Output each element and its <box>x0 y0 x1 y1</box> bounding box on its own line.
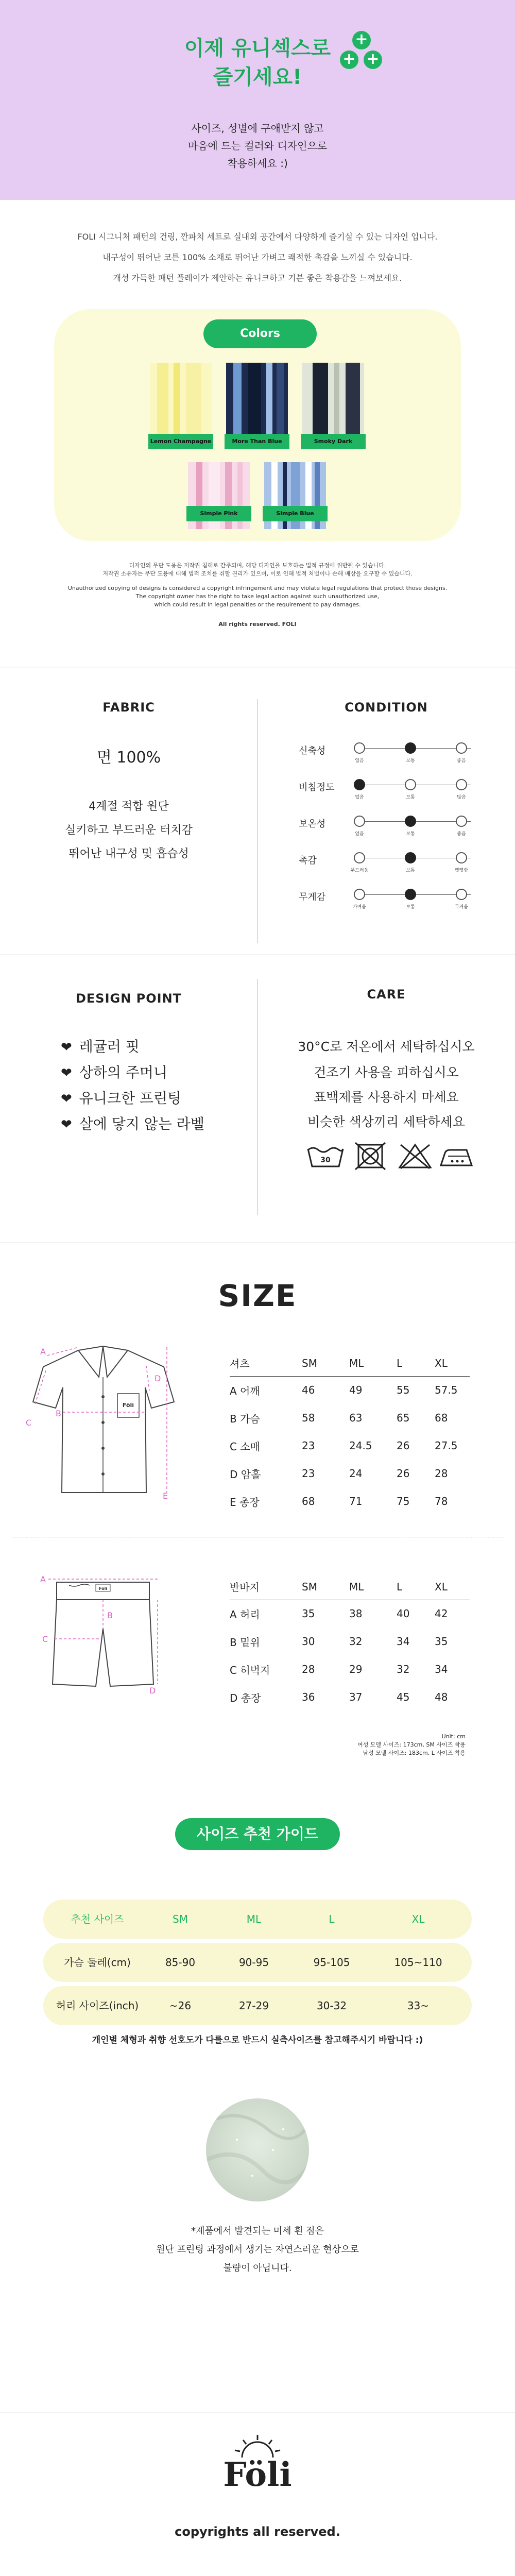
condition-dot <box>354 889 365 900</box>
condition-option-label: 좋음 <box>457 832 466 837</box>
table-cell: 24 <box>349 1467 363 1480</box>
svg-text:A: A <box>40 1574 46 1584</box>
size-guide-cell: 30-32 <box>316 1999 347 2012</box>
table-cell: 46 <box>302 1384 315 1397</box>
shorts-tag: Föli <box>98 1586 108 1591</box>
table-row <box>230 1404 470 1432</box>
svg-text:A: A <box>40 1347 46 1357</box>
plus-icon-group <box>340 31 381 72</box>
table-cell: 57.5 <box>435 1384 458 1397</box>
fabric-title: FABRIC <box>102 700 155 715</box>
fabric-note: *제품에서 발견되는 미세 흰 점은 원단 프린팅 과정에서 생기는 자연스러운 현상으로 불량이 아닙니다. <box>156 2226 359 2274</box>
condition-label: 신축성 <box>299 745 326 756</box>
table-cell: 34 <box>435 1663 448 1675</box>
table-header-cell: 셔츠 <box>230 1350 302 1376</box>
shirt-diagram <box>16 1340 181 1500</box>
design-point-item: ❤ 레귤러 핏 <box>61 1037 140 1058</box>
swatch-simple-pink <box>188 456 250 535</box>
condition-option-label: 많음 <box>457 795 466 800</box>
condition-option-label: 보통 <box>406 868 415 873</box>
size-guide-cell: 33~ <box>407 1999 430 2012</box>
table-row <box>230 1655 470 1683</box>
table-header-cell: ML <box>349 1574 397 1600</box>
condition-dot <box>405 816 416 827</box>
condition-dot <box>354 779 365 790</box>
table-row <box>230 1376 470 1404</box>
design-point-title: DESIGN POINT <box>75 991 182 1006</box>
condition-label: 촉감 <box>299 855 317 866</box>
table-header-cell: XL <box>435 1574 470 1600</box>
condition-option-label: 없음 <box>355 758 364 764</box>
condition-option-label: 없음 <box>355 832 364 837</box>
table-cell: 58 <box>302 1412 315 1424</box>
fabric-closeup-image <box>206 2098 309 2201</box>
swatch-simple-blue <box>264 456 326 535</box>
size-guide-note: 개인별 체형과 취향 선호도가 다를으로 반드시 실측사이즈를 참고해주시기 바랍니다 :) <box>92 2035 423 2045</box>
table-cell: 38 <box>349 1607 363 1620</box>
table-cell: D 암홀 <box>230 1468 261 1481</box>
condition-dot <box>456 852 467 863</box>
svg-text:C: C <box>42 1634 48 1644</box>
swatch-label: Simple Pink <box>186 506 251 521</box>
condition-row <box>299 846 494 877</box>
care-instruction: 30°C로 저온에서 세탁하십시오 <box>298 1039 475 1054</box>
size-guide-section <box>0 1892 515 2413</box>
shirt-size-table <box>230 1350 470 1515</box>
fabric-main: 면 100% <box>96 749 161 767</box>
table-header-cell: ML <box>349 1350 397 1376</box>
condition-dot <box>405 889 416 900</box>
size-guide-cell: 95-105 <box>313 1956 350 1969</box>
size-title: SIZE <box>218 1278 297 1313</box>
table-header-cell: SM <box>302 1574 349 1600</box>
footer <box>0 2413 515 2576</box>
no-tumble-dry-icon <box>350 1141 391 1172</box>
plus-icon: + <box>364 50 382 69</box>
table-cell: 68 <box>435 1412 448 1424</box>
table-cell: B 가슴 <box>230 1412 260 1425</box>
table-header-cell: SM <box>302 1350 349 1376</box>
table-cell: 37 <box>349 1691 363 1703</box>
table-cell: 45 <box>397 1691 410 1703</box>
condition-option-label: 무거움 <box>454 905 469 910</box>
table-cell: 55 <box>397 1384 410 1397</box>
design-point-item: ❤ 상하의 주머니 <box>61 1062 167 1083</box>
svg-text:B: B <box>56 1409 61 1418</box>
table-cell: 34 <box>397 1635 410 1648</box>
table-cell: 26 <box>397 1439 410 1452</box>
shorts-diagram <box>38 1567 162 1696</box>
table-cell: 49 <box>349 1384 363 1397</box>
care-instruction: 표백제를 사용하지 마세요 <box>314 1090 459 1105</box>
hero-subtitle: 사이즈, 성별에 구애받지 않고 마음에 드는 컬러와 디자인으로 착용하세요 :) <box>187 122 328 170</box>
table-row <box>230 1600 470 1628</box>
table-row <box>230 1683 470 1711</box>
design-point-item: ❤ 살에 닿지 않는 라벨 <box>61 1114 204 1135</box>
table-cell: E 총장 <box>230 1496 260 1509</box>
table-cell: 24.5 <box>349 1439 372 1452</box>
condition-row <box>299 883 494 913</box>
table-cell: 23 <box>302 1439 315 1452</box>
size-guide-cell: ~26 <box>169 1999 192 2012</box>
svg-text:D: D <box>149 1686 156 1696</box>
table-row <box>230 1487 470 1515</box>
condition-dot <box>456 889 467 900</box>
table-cell: 23 <box>302 1467 315 1480</box>
condition-option-label: 없음 <box>355 795 364 800</box>
condition-dot <box>354 816 365 827</box>
condition-option-label: 뻣뻣함 <box>454 868 469 873</box>
svg-text:30: 30 <box>320 1156 331 1164</box>
size-guide-cell: ML <box>246 1913 262 1925</box>
brand-logo: Föli <box>223 2455 292 2494</box>
table-row <box>230 1432 470 1460</box>
table-cell: 63 <box>349 1412 363 1424</box>
table-cell: 48 <box>435 1691 448 1703</box>
table-cell: 29 <box>349 1663 363 1675</box>
size-guide-cell: 27-29 <box>238 1999 269 2012</box>
table-cell: 42 <box>435 1607 448 1620</box>
size-guide-cell: 85-90 <box>165 1956 196 1969</box>
table-header-row <box>230 1574 470 1600</box>
fabric-features: 4계절 적합 원단 실키하고 부드러운 터치감 뛰어난 내구성 및 흡습성 <box>65 800 193 860</box>
table-header-cell: L <box>397 1350 435 1376</box>
condition-label: 보온성 <box>299 819 326 829</box>
legal-notice: 디자인의 무단 도용은 저작권 침해로 간주되며, 해당 디자인을 보호하는 법적 규정에 위반될 수 있습니다. 저작권 소유자는 무단 도용에 대해 법적 조치를 취할 권리가 있으며, 이로 인해 법적 처벌이나 손해 배상을 요구할 수 있습니다. Unauthorized copying of designs is considered a copyright infringement and may violate legal regulations that protect those designs. The copyright owner has the right to take legal action against such unauthorized use, which could result in legal penalties or the requirement to pay damages. All rights reserved. FOLI <box>67 562 448 628</box>
table-cell: 40 <box>397 1607 410 1620</box>
heart-icon: ❤ <box>61 1091 72 1107</box>
condition-option-label: 보통 <box>406 758 415 764</box>
condition-option-label: 가벼움 <box>352 905 367 910</box>
intro-text: FOLI 시그니처 패턴의 건링, 깐파치 세트로 실내외 공간에서 다양하게 즐기실 수 있는 디자인 입니다. 내구성이 뛰어난 코튼 100% 소재로 뛰어난 가벼고 쾌적한 촉감을 느끼실 수 있습니다. 개성 가득한 패턴 플레이가 제안하는 유니크하고 기분 좋은 착용감을 느껴보세요. Colors Lemon Champagne More Than Blue Smoky Dark Simple Pink Simple Blue 디자인의 무단 도용은 저작권 침해로 간주되며, 해당 디자인을 보호하는 법적 규정에 위반될 수 있습니다. 저작권 소유자는 무단 도용에 대해 법적 조치를 취할 권리가 있으며, 이로 인해 법적 처벌이나 손해 배상을 요구할 수 있습니다. Unauthorized copying of designs is considered a copyright infringement and may violate legal regulations that protect those designs. The copyright owner has the right to take legal action against such unauthorized use, which could result in legal penalties or the requirement to pay damages. All rights reserved. FOLI <box>0 200 515 629</box>
swatch-label: More Than Blue <box>225 434 289 449</box>
table-row <box>230 1460 470 1487</box>
size-guide-cell: 가슴 둘레(cm) <box>64 1956 131 1969</box>
table-cell: B 밑위 <box>230 1636 260 1649</box>
condition-option-label: 보통 <box>406 905 415 910</box>
table-header-cell: 반바지 <box>230 1574 302 1600</box>
condition-dot <box>456 779 467 790</box>
svg-text:D: D <box>154 1374 161 1383</box>
copyright-text: copyrights all reserved. <box>175 2524 340 2539</box>
size-guide-row <box>43 1943 472 1982</box>
fabric-condition-section <box>0 668 515 955</box>
swatch-label: Lemon Champagne <box>148 434 213 449</box>
condition-row <box>299 773 494 804</box>
iron-icon <box>436 1141 477 1172</box>
table-cell: 27.5 <box>435 1439 458 1452</box>
table-cell: 26 <box>397 1467 410 1480</box>
design-care-section <box>0 955 515 1243</box>
table-cell: A 허리 <box>230 1608 260 1621</box>
care-instruction: 비슷한 색상끼리 세탁하세요 <box>307 1114 465 1129</box>
svg-text:E: E <box>163 1491 168 1500</box>
size-guide-cell: 90-95 <box>238 1956 269 1969</box>
condition-dot <box>456 742 467 754</box>
condition-dot <box>354 742 365 754</box>
table-header-cell: L <box>397 1574 435 1600</box>
size-guide-row <box>43 1900 472 1939</box>
sun-logo-icon <box>233 2434 282 2459</box>
swatch-label: Smoky Dark <box>301 434 366 449</box>
hero-title: 이제 유니섹스로 즐기세요! <box>184 37 331 89</box>
table-cell: C 허벅지 <box>230 1664 270 1676</box>
heart-icon: ❤ <box>61 1117 72 1132</box>
colors-title: Colors <box>203 319 317 348</box>
table-cell: 32 <box>349 1635 363 1648</box>
colors-panel <box>54 309 461 541</box>
table-cell: 28 <box>302 1663 315 1675</box>
condition-dot <box>456 816 467 827</box>
care-instruction: 건조기 사용을 피하십시오 <box>314 1065 459 1080</box>
size-section <box>0 1243 515 1892</box>
condition-label: 비침정도 <box>299 782 335 793</box>
plus-icon: + <box>352 31 371 49</box>
table-header-cell: XL <box>435 1350 470 1376</box>
plus-icon: + <box>340 50 358 69</box>
svg-text:B: B <box>107 1611 113 1620</box>
condition-row <box>299 809 494 840</box>
shorts-size-table <box>230 1574 470 1711</box>
no-bleach-icon <box>394 1141 436 1172</box>
heart-icon: ❤ <box>61 1065 72 1081</box>
table-header-row <box>230 1350 470 1376</box>
swatch-more-than-blue <box>226 363 288 441</box>
condition-option-label: 보통 <box>406 832 415 837</box>
condition-option-label: 좋음 <box>457 758 466 764</box>
swatch-lemon-champagne <box>150 363 212 441</box>
table-cell: 32 <box>397 1663 410 1675</box>
condition-label: 무게감 <box>299 892 326 903</box>
heart-icon: ❤ <box>61 1040 72 1055</box>
condition-dot <box>405 852 416 863</box>
table-cell: 65 <box>397 1412 410 1424</box>
size-guide-cell: SM <box>173 1913 188 1925</box>
table-cell: D 총장 <box>230 1691 261 1704</box>
table-cell: C 소매 <box>230 1440 260 1453</box>
condition-row <box>299 736 494 767</box>
unit-note: Unit: cm 여성 모델 사이즈: 173cm, SM 사이즈 착용 남성 모델 사이즈: 183cm, L 사이즈 착용 <box>357 1733 466 1756</box>
design-point-item: ❤ 유니크한 프린팅 <box>61 1088 181 1109</box>
table-cell: 35 <box>302 1607 315 1620</box>
table-cell: 30 <box>302 1635 315 1648</box>
table-cell: A 어깨 <box>230 1384 260 1397</box>
swatch-smoky-dark <box>302 363 364 441</box>
condition-dot <box>354 852 365 863</box>
fabric-texture <box>206 2098 309 2201</box>
condition-title: CONDITION <box>345 700 428 715</box>
table-cell: 35 <box>435 1635 448 1648</box>
table-cell: 68 <box>302 1495 315 1507</box>
size-guide-cell: 허리 사이즈(inch) <box>56 1999 139 2012</box>
hero-banner <box>0 0 515 200</box>
condition-option-label: 보통 <box>406 795 415 800</box>
table-cell: 36 <box>302 1691 315 1703</box>
size-guide-cell: 추천 사이즈 <box>71 1913 124 1925</box>
size-guide-cell: XL <box>411 1913 425 1925</box>
table-cell: 28 <box>435 1467 448 1480</box>
table-cell: 71 <box>349 1495 363 1507</box>
svg-text:C: C <box>26 1418 32 1428</box>
size-guide-row <box>43 1986 472 2025</box>
condition-dot <box>405 779 416 790</box>
table-cell: 75 <box>397 1495 410 1507</box>
wash-30-icon <box>305 1141 346 1172</box>
swatch-label: Simple Blue <box>263 506 328 521</box>
size-guide-cell: L <box>329 1913 335 1925</box>
table-cell: 78 <box>435 1495 448 1507</box>
table-row <box>230 1628 470 1655</box>
size-guide-title: 사이즈 추천 가이드 <box>175 1818 340 1850</box>
condition-option-label: 부드러움 <box>350 868 369 873</box>
condition-dot <box>405 742 416 754</box>
care-title: CARE <box>367 987 406 1002</box>
shirt-tag: Föli <box>122 1402 134 1409</box>
size-guide-cell: 105~110 <box>394 1956 442 1969</box>
